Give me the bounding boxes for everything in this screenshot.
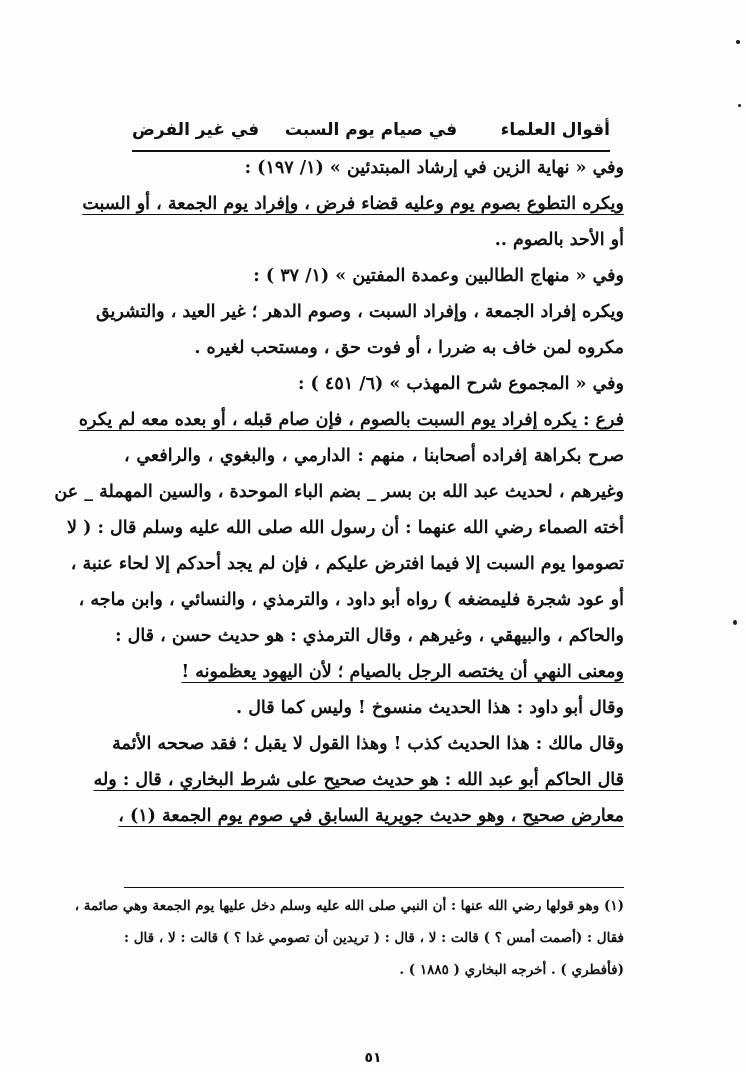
underlined-quote: فرع : يكره إفراد يوم السبت بالصوم ، فإن صام قبله ، أو بعده معه لم يكره bbox=[78, 410, 624, 430]
footnote-line: (١) وهو قولها رضي الله عنها : أن النبي صلى الله عليه وسلم دخل عليها يوم الجمعة وهي صائمة ، bbox=[74, 898, 624, 914]
scan-speck bbox=[733, 620, 737, 625]
main-text bbox=[54, 150, 624, 834]
citation-line: وفي « نهاية الزين في إرشاد المبتدئين » (١/ ١٩٧) : bbox=[244, 158, 624, 178]
text-line: أخته الصماء رضي الله عنهما : أن رسول الله صلى الله عليه وسلم قال : ( لا bbox=[67, 518, 624, 538]
citation-line: وفي « المجموع شرح المهذب » (٦/ ٤٥١ ) : bbox=[297, 374, 624, 394]
footnote-line: فقال : (أصمت أمس ؟ ) قالت : لا ، قال : ( تريدين أن تصومي غدا ؟ ) قالت : لا ، قال : bbox=[124, 930, 624, 946]
text-line: صرح بكراهة إفراده أصحابنا ، منهم : الدارمي ، والبغوي ، والرافعي ، bbox=[124, 446, 624, 466]
text-line: ويكره إفراد الجمعة ، وإفراد السبت ، وصوم الدهر ؛ غير العيد ، والتشريق bbox=[95, 302, 624, 322]
underlined-quote: قال الحاكم أبو عبد الله : هو حديث صحيح على شرط البخاري ، قال : وله bbox=[93, 770, 624, 790]
underlined-quote: ومعنى النهي أن يختصه الرجل بالصيام ؛ لأن اليهود يعظمونه ! bbox=[181, 662, 624, 682]
text-line bbox=[118, 798, 624, 834]
underlined-quote: ويكره التطوع بصوم يوم وعليه قضاء فرض ، وإفراد يوم الجمعة ، أو السبت bbox=[82, 194, 624, 214]
underlined-quote: معارض صحيح ، وهو حديث جويرية السابق في صوم يوم الجمعة (١) ، bbox=[118, 806, 624, 826]
header-chapter-title: في صيام يوم السبت bbox=[284, 120, 458, 140]
text-line: والحاكم ، والبيهقي ، وغيرهم ، وقال الترمذي : هو حديث حسن ، قال : bbox=[115, 626, 624, 646]
footnotes bbox=[74, 890, 624, 986]
footnote-separator bbox=[124, 887, 624, 888]
citation-line: وفي « منهاج الطالبين وعمدة المفتين » (١/ ٣٧ ) : bbox=[253, 266, 624, 286]
text-line: أو عود شجرة فليمضغه ) رواه أبو داود ، والترمذي ، والنسائي ، وابن ماجه ، bbox=[78, 590, 624, 610]
text-line bbox=[78, 402, 624, 438]
text-line: أو الأحد بالصوم .. bbox=[494, 230, 624, 250]
text-line bbox=[82, 186, 624, 222]
text-line bbox=[124, 654, 624, 690]
footnote-line: (فأفطري ) . أخرجه البخاري ( ١٨٨٥ ) . bbox=[399, 962, 624, 978]
text-line: وقال أبو داود : هذا الحديث منسوخ ! وليس كما قال . bbox=[236, 698, 624, 718]
scan-speck bbox=[738, 104, 741, 107]
text-line: وغيرهم ، لحديث عبد الله بن بسر _ بضم الباء الموحدة ، والسين المهملة _ عن bbox=[54, 482, 624, 502]
text-line: وقال مالك : هذا الحديث كذب ! وهذا القول لا يقبل ؛ فقد صححه الأئمة bbox=[112, 734, 624, 754]
header-section-title: أقوال العلماء bbox=[500, 120, 610, 140]
text-line: مكروه لمن خاف به ضررا ، أو فوت حق ، ومستحب لغيره . bbox=[194, 338, 624, 358]
running-header bbox=[132, 116, 610, 152]
scan-speck bbox=[736, 40, 740, 44]
header-topic-title: في غير الفرض bbox=[132, 120, 260, 140]
page-number: ٥١ bbox=[364, 1050, 382, 1066]
text-line: تصوموا يوم السبت إلا فيما افترض عليكم ، فإن لم يجد أحدكم إلا لحاء عنبة ، bbox=[70, 554, 624, 574]
text-line bbox=[93, 762, 624, 798]
